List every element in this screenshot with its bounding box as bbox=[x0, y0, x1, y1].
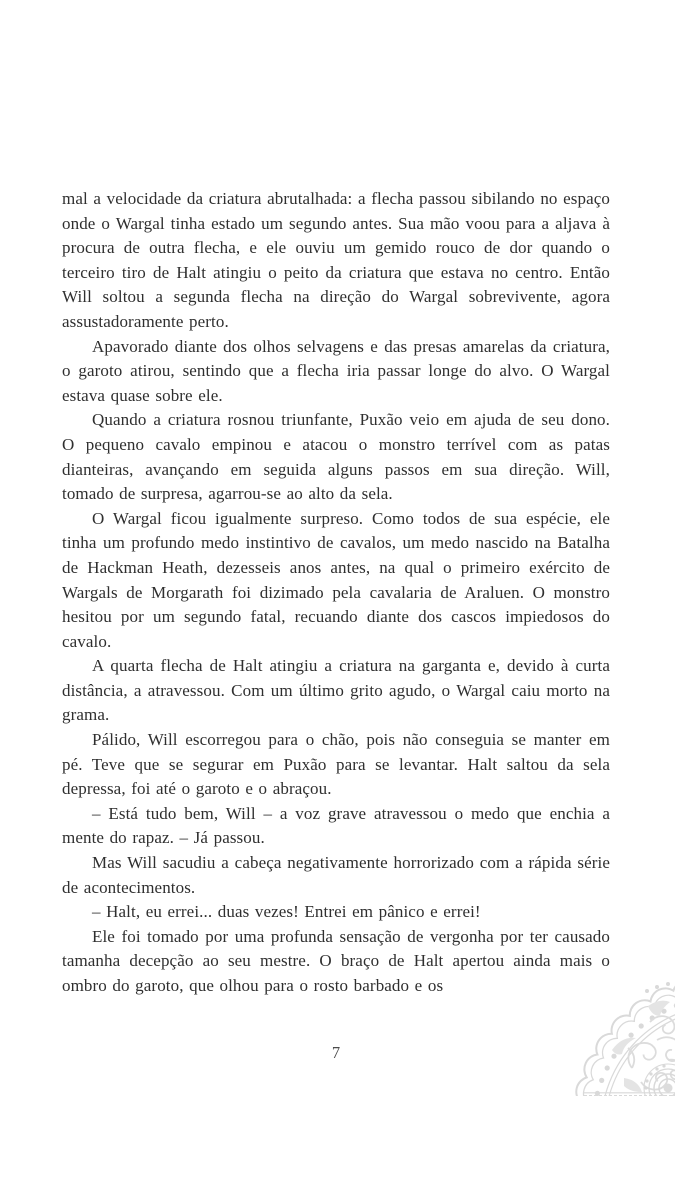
body-text bbox=[62, 187, 610, 999]
paragraph: – Está tudo bem, Will – a voz grave atravessou o medo que enchia a mente do rapaz. – Já passou. bbox=[62, 803, 610, 848]
paragraph: Mas Will sacudiu a cabeça negativamente horrorizado com a rápida série de acontecimentos. bbox=[62, 853, 610, 897]
paragraph: A quarta flecha de Halt atingiu a criatura na garganta e, devido à curta distância, a atravessou. Com um último grito agudo, o Wargal caiu morto na grama. bbox=[62, 656, 610, 725]
paragraph: Apavorado diante dos olhos selvagens e das presas amarelas da criatura, o garoto atirou, sentindo que a flecha iria passar longe do alvo. O Wargal estava quase sobre ele. bbox=[62, 336, 610, 405]
paragraph: O Wargal ficou igualmente surpreso. Como todos de sua espécie, ele tinha um profundo medo instintivo de cavalos, um medo nascido na Batalha de Hackman Heath, dezesseis anos antes, na qual o primeiro exército de Wargals de Morgarath foi dizimado pela cavalaria de Araluen. O monstro hesitou por um segundo fatal, recuando diante dos cascos impiedosos do cavalo. bbox=[62, 508, 610, 651]
page-number: 7 bbox=[331, 1043, 341, 1062]
paragraph: – Halt, eu errei... duas vezes! Entrei em pânico e errei! bbox=[92, 902, 481, 922]
paragraph: Pálido, Will escorregou para o chão, pois não conseguia se manter em pé. Teve que se segurar em Puxão para se levantar. Halt saltou da sela depressa, foi até o garoto e o abraçou. bbox=[62, 730, 610, 799]
paragraph: Ele foi tomado por uma profunda sensação de vergonha por ter causado tamanha decepção ao seu mestre. O braço de Halt apertou ainda mais o ombro do garoto, que olhou para o rosto barbado e os bbox=[62, 926, 610, 995]
paragraph: mal a velocidade da criatura abrutalhada: a flecha passou sibilando no espaço onde o Wargal tinha estado um segundo antes. Sua mão voou para a aljava à procura de outra flecha, e ele ouviu um gemido rouco de dor quando o terceiro tiro de Halt atingiu o peito da criatura que estava no centro. Então Will soltou a segunda flecha na direção do Wargal sobrevivente, agora assustadoramente perto. bbox=[62, 189, 610, 331]
paragraph: Quando a criatura rosnou triunfante, Puxão veio em ajuda de seu dono. O pequeno cavalo empinou e atacou o monstro terrível com as patas dianteiras, avançando em seguida alguns passos em sua direção. Will, tomado de surpresa, agarrou-se ao alto da sela. bbox=[62, 410, 610, 504]
